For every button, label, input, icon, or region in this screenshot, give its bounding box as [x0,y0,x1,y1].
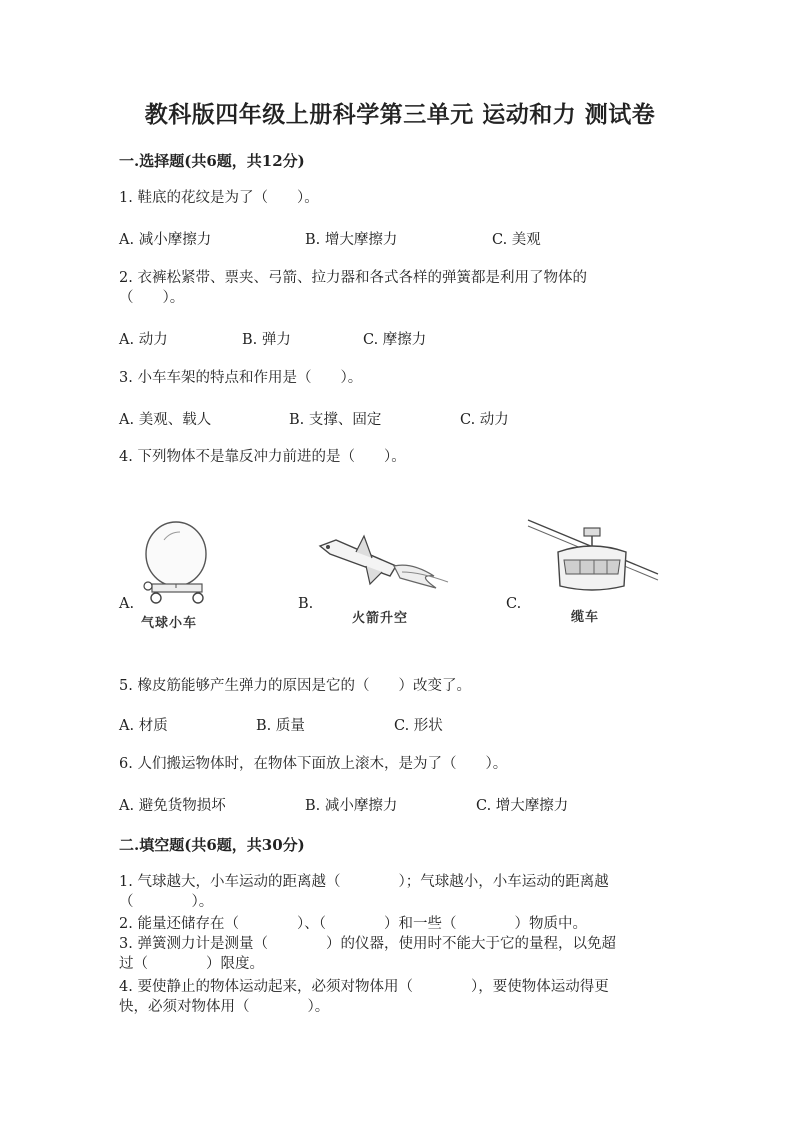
q5-option-b: B. 质量 [256,718,305,734]
q2-option-c: C. 摩擦力 [363,332,427,348]
question-2-line1: 2. 衣裤松紧带、票夹、弓箭、拉力器和各式各样的弹簧都是利用了物体的 [119,270,587,286]
page-title: 教科版四年级上册科学第三单元 运动和力 测试卷 [144,101,656,128]
q6-option-b: B. 减小摩擦力 [305,798,398,814]
question-4: 4. 下列物体不是靠反冲力前进的是（ ）。 [119,449,406,465]
question-1: 1. 鞋底的花纹是为了（ ）。 [119,190,319,206]
fill-3-line2: 过（ ）限度。 [119,956,264,972]
q1-option-b: B. 增大摩擦力 [305,232,398,248]
caption-rocket: 火箭升空 [352,611,409,626]
q2-option-b: B. 弹力 [242,332,291,348]
balloon-car-image [130,518,220,608]
q6-option-c: C. 增大摩擦力 [476,798,569,814]
q5-option-c: C. 形状 [394,718,443,734]
rocket-launch-image [316,532,456,602]
q5-option-a: A. 材质 [119,718,168,734]
fill-1-line2: （ ）。 [119,894,214,910]
q3-option-a: A. 美观、载人 [119,412,212,428]
fill-3-line1: 3. 弹簧测力计是测量（ ）的仪器，使用时不能大于它的量程，以免超 [119,936,616,952]
caption-cable-car: 缆车 [571,610,600,625]
fill-2-line1: 2. 能量还储存在（ ）、（ ）和一些（ ）物质中。 [119,916,587,932]
q4-option-b: B. [298,596,314,612]
q1-option-c: C. 美观 [492,232,541,248]
q6-option-a: A. 避免货物损坏 [119,798,226,814]
fill-4-line1: 4. 要使静止的物体运动起来，必须对物体用（ ），要使物体运动得更 [119,979,609,995]
question-2-line2: （ ）。 [119,290,185,306]
question-5: 5. 橡皮筋能够产生弹力的原因是它的（ ）改变了。 [119,678,471,694]
question-6: 6. 人们搬运物体时，在物体下面放上滚木，是为了（ ）。 [119,756,508,772]
fill-1-line1: 1. 气球越大，小车运动的距离越（ ）；气球越小，小车运动的距离越 [119,874,609,890]
q4-option-a: A. [119,596,135,612]
q3-option-c: C. 动力 [460,412,509,428]
q2-option-a: A. 动力 [119,332,168,348]
fill-4-line2: 快，必须对物体用（ ）。 [119,999,330,1015]
section-heading-choice: 一.选择题(共6题，共12分) [119,152,305,170]
q4-option-c: C. [506,596,522,612]
caption-balloon-car: 气球小车 [141,616,198,631]
section-heading-fill: 二.填空题(共6题，共30分) [119,836,305,854]
cable-car-image [528,516,660,598]
q3-option-b: B. 支撑、固定 [289,412,382,428]
question-3: 3. 小车车架的特点和作用是（ ）。 [119,370,363,386]
q1-option-a: A. 减小摩擦力 [119,232,212,248]
